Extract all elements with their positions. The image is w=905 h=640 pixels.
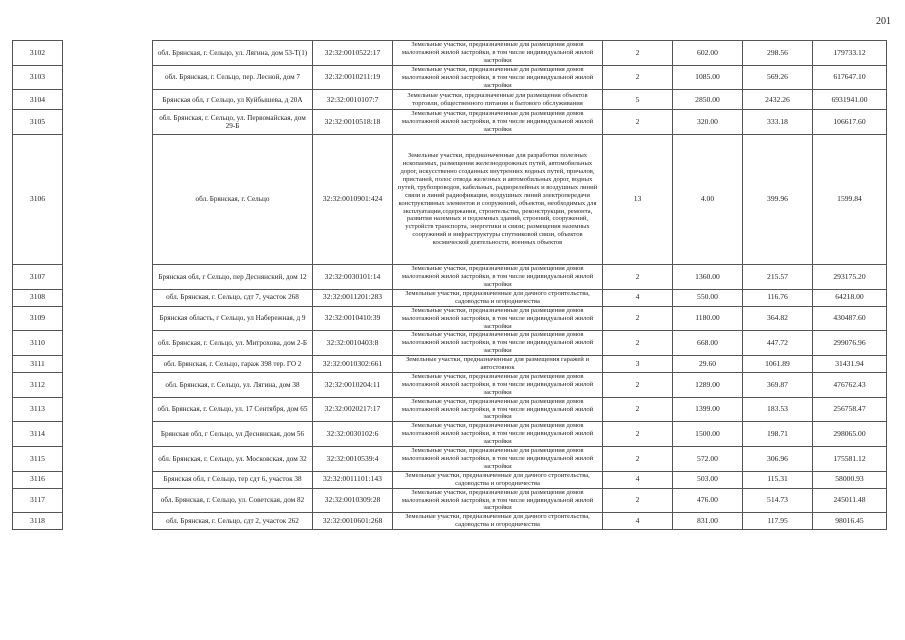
page-number: 201 — [876, 16, 891, 27]
table-row — [13, 41, 887, 66]
spacer-cell — [63, 331, 153, 356]
spacer-cell — [63, 41, 153, 66]
area-cell: 2850.00 — [673, 90, 743, 110]
cadastral-number-cell: 32:32:0030101:14 — [313, 265, 393, 290]
area-cell: 29.60 — [673, 356, 743, 373]
use-code-cell: 2 — [603, 331, 673, 356]
area-cell: 320.00 — [673, 110, 743, 135]
row-number-cell: 3108 — [13, 289, 63, 306]
cadastral-value-cell: 245011.48 — [813, 488, 887, 513]
cadastral-number-cell: 32:32:0010403:8 — [313, 331, 393, 356]
address-cell: обл. Брянская, г. Сельцо, ул. 17 Сентября, дом 65 — [153, 397, 313, 422]
table-row — [13, 265, 887, 290]
table-row — [13, 90, 887, 110]
use-code-cell: 4 — [603, 289, 673, 306]
land-use-cell: Земельные участки, предназначенные для размещения домов малоэтажной жилой застройки, в том числе индивидуальной жилой застройки — [393, 41, 603, 66]
table-row — [13, 306, 887, 331]
land-use-cell: Земельные участки, предназначенные для размещения домов малоэтажной жилой застройки, в том числе индивидуальной жилой застройки — [393, 422, 603, 447]
cadastral-value-cell: 298065.00 — [813, 422, 887, 447]
row-number-cell: 3106 — [13, 135, 63, 265]
cadastral-value-cell: 31431.94 — [813, 356, 887, 373]
spacer-cell — [63, 265, 153, 290]
rate-cell: 514.73 — [743, 488, 813, 513]
table-row — [13, 488, 887, 513]
cadastral-value-cell: 617647.10 — [813, 65, 887, 90]
cadastral-table — [12, 40, 887, 530]
rate-cell: 298.56 — [743, 41, 813, 66]
use-code-cell: 4 — [603, 513, 673, 530]
row-number-cell: 3109 — [13, 306, 63, 331]
area-cell: 1399.00 — [673, 397, 743, 422]
spacer-cell — [63, 135, 153, 265]
area-cell: 476.00 — [673, 488, 743, 513]
area-cell: 668.00 — [673, 331, 743, 356]
table-row — [13, 356, 887, 373]
address-cell: Брянская область, г Сельцо, ул Набережная, д 9 — [153, 306, 313, 331]
rate-cell: 364.82 — [743, 306, 813, 331]
land-use-cell: Земельные участки, предназначенные для размещения домов малоэтажной жилой застройки, в том числе индивидуальной жилой застройки — [393, 331, 603, 356]
row-number-cell: 3118 — [13, 513, 63, 530]
rate-cell: 569.26 — [743, 65, 813, 90]
area-cell: 503.00 — [673, 471, 743, 488]
area-cell: 550.00 — [673, 289, 743, 306]
cadastral-value-cell: 430487.60 — [813, 306, 887, 331]
area-cell: 572.00 — [673, 447, 743, 472]
land-use-cell: Земельные участки, предназначенные для размещения домов малоэтажной жилой застройки, в том числе индивидуальной жилой застройки — [393, 110, 603, 135]
rate-cell: 306.96 — [743, 447, 813, 472]
land-use-cell: Земельные участки, предназначенные для размещения домов малоэтажной жилой застройки, в том числе индивидуальной жилой застройки — [393, 447, 603, 472]
cadastral-number-cell: 32:32:0010518:18 — [313, 110, 393, 135]
table-row — [13, 397, 887, 422]
row-number-cell: 3107 — [13, 265, 63, 290]
land-use-cell: Земельные участки, предназначенные для размещения домов малоэтажной жилой застройки, в том числе индивидуальной жилой застройки — [393, 306, 603, 331]
use-code-cell: 2 — [603, 488, 673, 513]
spacer-cell — [63, 289, 153, 306]
rate-cell: 369.87 — [743, 372, 813, 397]
land-use-cell: Земельные участки, предназначенные для дачного строительства, садоводства и огородничества — [393, 513, 603, 530]
cadastral-value-cell: 175581.12 — [813, 447, 887, 472]
use-code-cell: 2 — [603, 397, 673, 422]
spacer-cell — [63, 372, 153, 397]
use-code-cell: 2 — [603, 41, 673, 66]
area-cell: 602.00 — [673, 41, 743, 66]
spacer-cell — [63, 447, 153, 472]
table-row — [13, 289, 887, 306]
use-code-cell: 2 — [603, 306, 673, 331]
cadastral-value-cell: 256758.47 — [813, 397, 887, 422]
spacer-cell — [63, 110, 153, 135]
address-cell: обл. Брянская, г. Сельцо, ул. Митрохова, дом 2-Б — [153, 331, 313, 356]
table-row — [13, 135, 887, 265]
address-cell: обл. Брянская, г. Сельцо, пер. Лесной, дом 7 — [153, 65, 313, 90]
cadastral-number-cell: 32:32:0010901:424 — [313, 135, 393, 265]
row-number-cell: 3111 — [13, 356, 63, 373]
cadastral-number-cell: 32:32:0010309:28 — [313, 488, 393, 513]
rate-cell: 116.76 — [743, 289, 813, 306]
cadastral-value-cell: 1599.84 — [813, 135, 887, 265]
land-use-cell: Земельные участки, предназначенные для дачного строительства, садоводства и огородничества — [393, 471, 603, 488]
address-cell: обл. Брянская, г. Сельцо — [153, 135, 313, 265]
table-row — [13, 65, 887, 90]
cadastral-number-cell: 32:32:0010522:17 — [313, 41, 393, 66]
land-use-cell: Земельные участки, предназначенные для размещения домов малоэтажной жилой застройки, в том числе индивидуальной жилой застройки — [393, 372, 603, 397]
table-row — [13, 110, 887, 135]
row-number-cell: 3103 — [13, 65, 63, 90]
spacer-cell — [63, 356, 153, 373]
address-cell: обл. Брянская, г. Сельцо, сдт 7, участок 268 — [153, 289, 313, 306]
cadastral-number-cell: 32:32:0010539:4 — [313, 447, 393, 472]
table-body — [13, 41, 887, 530]
rate-cell: 399.96 — [743, 135, 813, 265]
spacer-cell — [63, 422, 153, 447]
land-use-cell: Земельные участки, предназначенные для дачного строительства, садоводства и огородничества — [393, 289, 603, 306]
land-use-cell: Земельные участки, предназначенные для размещения домов малоэтажной жилой застройки, в том числе индивидуальной жилой застройки — [393, 397, 603, 422]
area-cell: 1289.00 — [673, 372, 743, 397]
rate-cell: 198.71 — [743, 422, 813, 447]
land-use-cell: Земельные участки, предназначенные для размещения домов малоэтажной жилой застройки, в том числе индивидуальной жилой застройки — [393, 488, 603, 513]
area-cell: 1180.00 — [673, 306, 743, 331]
row-number-cell: 3104 — [13, 90, 63, 110]
use-code-cell: 2 — [603, 110, 673, 135]
row-number-cell: 3110 — [13, 331, 63, 356]
rate-cell: 115.31 — [743, 471, 813, 488]
spacer-cell — [63, 397, 153, 422]
address-cell: обл. Брянская, г. Сельцо, ул. Московская, дом 32 — [153, 447, 313, 472]
table-row — [13, 471, 887, 488]
rate-cell: 215.57 — [743, 265, 813, 290]
use-code-cell: 2 — [603, 422, 673, 447]
address-cell: Брянская обл, г Сельцо, пер Деснянский, дом 12 — [153, 265, 313, 290]
cadastral-number-cell: 32:32:0010601:268 — [313, 513, 393, 530]
cadastral-number-cell: 32:32:0030102:6 — [313, 422, 393, 447]
table-row — [13, 447, 887, 472]
row-number-cell: 3115 — [13, 447, 63, 472]
row-number-cell: 3112 — [13, 372, 63, 397]
table-row — [13, 331, 887, 356]
table-row — [13, 372, 887, 397]
cadastral-value-cell: 293175.20 — [813, 265, 887, 290]
table-row — [13, 513, 887, 530]
cadastral-value-cell: 179733.12 — [813, 41, 887, 66]
address-cell: Брянская обл, г Сельцо, тер сдт 6, участок 38 — [153, 471, 313, 488]
use-code-cell: 4 — [603, 471, 673, 488]
table-row — [13, 422, 887, 447]
land-use-cell: Земельные участки, предназначенные для размещения домов малоэтажной жилой застройки, в том числе индивидуальной жилой застройки — [393, 265, 603, 290]
cadastral-value-cell: 6931941.00 — [813, 90, 887, 110]
land-use-cell: Земельные участки, предназначенные для размещения домов малоэтажной жилой застройки, в том числе индивидуальной жилой застройки — [393, 65, 603, 90]
cadastral-number-cell: 32:32:0010302:661 — [313, 356, 393, 373]
address-cell: обл. Брянская, г. Сельцо, гараж 398 тер. ГО 2 — [153, 356, 313, 373]
row-number-cell: 3114 — [13, 422, 63, 447]
cadastral-value-cell: 64218.00 — [813, 289, 887, 306]
address-cell: обл. Брянская, г. Сельцо, ул. Первомайская, дом 29-Б — [153, 110, 313, 135]
cadastral-value-cell: 98016.45 — [813, 513, 887, 530]
use-code-cell: 13 — [603, 135, 673, 265]
row-number-cell: 3105 — [13, 110, 63, 135]
cadastral-value-cell: 106617.60 — [813, 110, 887, 135]
spacer-cell — [63, 513, 153, 530]
row-number-cell: 3102 — [13, 41, 63, 66]
rate-cell: 2432.26 — [743, 90, 813, 110]
address-cell: Брянская обл, г Сельцо, ул Деснянская, дом 56 — [153, 422, 313, 447]
cadastral-number-cell: 32:32:0020217:17 — [313, 397, 393, 422]
use-code-cell: 5 — [603, 90, 673, 110]
row-number-cell: 3113 — [13, 397, 63, 422]
area-cell: 1500.00 — [673, 422, 743, 447]
cadastral-number-cell: 32:32:0011201:283 — [313, 289, 393, 306]
cadastral-number-cell: 32:32:0010204:11 — [313, 372, 393, 397]
address-cell: Брянская обл, г Сельцо, ул Куйбышева, д 20А — [153, 90, 313, 110]
land-use-cell: Земельные участки, предназначенные для разработки полезных ископаемых, размещения железнодорожных путей, автомобильных дорог, искусственно созданных внутренних водных путей, причалов, пристаней, полос отвода железных и автомобильных дорог, водных путей, трубопроводов, кабельных, радиорелейных и воздушных линий связи и линий радиофикации, воздушных линий электропередачи конструктивных элементов и сооружений, объектов, необходимых для эксплуатации,содержания, строительства, реконструкции, ремонта, развития наземных и подземных зданий, строений, сооружений, устройств транспорта, энергетики и связи; размещения наземных сооружений и инфраструктуры спутниковой связи, объектов космической деятельности, военных объектов — [393, 135, 603, 265]
spacer-cell — [63, 488, 153, 513]
address-cell: обл. Брянская, г. Сельцо, сдт 2, участок 262 — [153, 513, 313, 530]
use-code-cell: 2 — [603, 372, 673, 397]
cadastral-number-cell: 32:32:0010107:7 — [313, 90, 393, 110]
cadastral-number-cell: 32:32:0010410:39 — [313, 306, 393, 331]
rate-cell: 333.18 — [743, 110, 813, 135]
cadastral-value-cell: 58000.93 — [813, 471, 887, 488]
area-cell: 831.00 — [673, 513, 743, 530]
area-cell: 1360.00 — [673, 265, 743, 290]
use-code-cell: 2 — [603, 265, 673, 290]
spacer-cell — [63, 471, 153, 488]
use-code-cell: 3 — [603, 356, 673, 373]
spacer-cell — [63, 306, 153, 331]
area-cell: 4.00 — [673, 135, 743, 265]
use-code-cell: 2 — [603, 65, 673, 90]
rate-cell: 1061.89 — [743, 356, 813, 373]
spacer-cell — [63, 65, 153, 90]
row-number-cell: 3116 — [13, 471, 63, 488]
land-use-cell: Земельные участки, предназначенные для размещения гаражей и автостоянок — [393, 356, 603, 373]
cadastral-value-cell: 476762.43 — [813, 372, 887, 397]
area-cell: 1085.00 — [673, 65, 743, 90]
rate-cell: 183.53 — [743, 397, 813, 422]
cadastral-value-cell: 299076.96 — [813, 331, 887, 356]
cadastral-number-cell: 32:32:0011101:143 — [313, 471, 393, 488]
address-cell: обл. Брянская, г. Сельцо, ул. Лягина, дом 53-Т(1) — [153, 41, 313, 66]
cadastral-number-cell: 32:32:0010211:19 — [313, 65, 393, 90]
address-cell: обл. Брянская, г. Сельцо, ул. Советская, дом 82 — [153, 488, 313, 513]
spacer-cell — [63, 90, 153, 110]
use-code-cell: 2 — [603, 447, 673, 472]
land-use-cell: Земельные участки, предназначенные для размещения объектов торговли, общественного питания и бытового обслуживания — [393, 90, 603, 110]
rate-cell: 117.95 — [743, 513, 813, 530]
row-number-cell: 3117 — [13, 488, 63, 513]
address-cell: обл. Брянская, г. Сельцо, ул. Лягина, дом 38 — [153, 372, 313, 397]
rate-cell: 447.72 — [743, 331, 813, 356]
